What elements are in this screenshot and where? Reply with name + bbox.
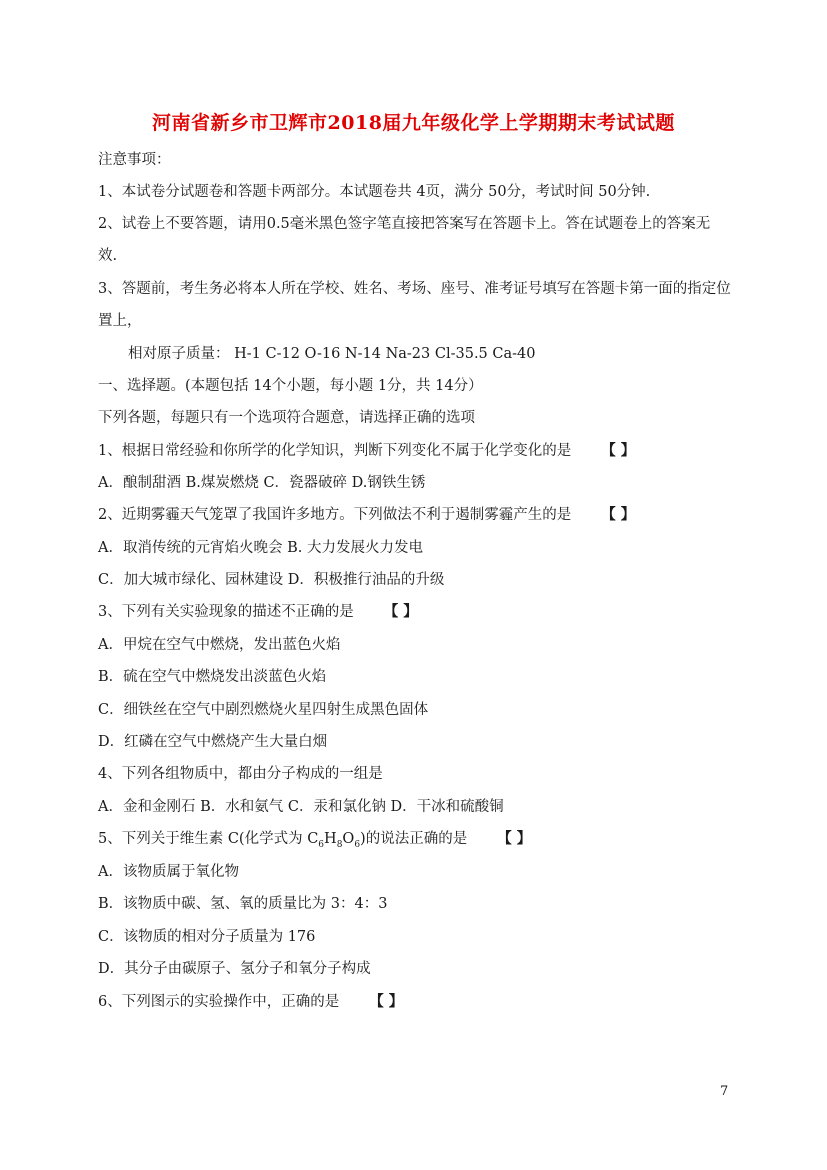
question-5-option-c: C．该物质的相对分子质量为 176 xyxy=(98,929,316,945)
answer-bracket-q1: 【 】 xyxy=(601,442,636,459)
question-3-option-a: A．甲烷在空气中燃烧，发出蓝色火焰 xyxy=(98,637,341,653)
question-2-text: 2、近期雾霾天气笼罩了我国许多地方。下列做法不利于遏制雾霾产生的是 xyxy=(98,507,572,523)
question-4-stem: 4、下列各组物质中，都由分子构成的一组是 xyxy=(98,766,383,782)
question-1-options: A．酿制甜酒 B.煤炭燃烧 C．瓷器破碎 D.钢铁生锈 xyxy=(98,475,426,491)
answer-bracket-q2: 【 】 xyxy=(601,506,636,523)
question-2-options-line-2: C．加大城市绿化、园林建设 D．积极推行油品的升级 xyxy=(98,572,445,588)
notice-item-2-line-1: 2、试卷上不要答题，请用0.5毫米黑色签字笔直接把答案写在答题卡上。答在试题卷上的答案无 xyxy=(98,216,711,232)
question-5-option-d: D．其分子由碳原子、氢分子和氧分子构成 xyxy=(98,961,371,977)
question-3-stem xyxy=(98,602,418,622)
question-5-option-b: B．该物质中碳、氢、氧的质量比为 3：4：3 xyxy=(98,896,388,912)
notice-heading: 注意事项： xyxy=(98,152,171,168)
section-1-heading: 一、选择题。(本题包括 14个小题，每小题 1分，共 14分） xyxy=(98,378,483,394)
answer-bracket-q6: 【 】 xyxy=(369,993,404,1010)
question-1-text: 1、根据日常经验和你所学的化学知识，判断下列变化不属于化学变化的是 xyxy=(98,443,572,459)
page-title: 河南省新乡市卫辉市2018届九年级化学上学期期末考试试题 xyxy=(152,112,675,134)
question-2-options-line-1: A．取消传统的元宵焰火晚会 B. 大力发展火力发电 xyxy=(98,540,423,556)
answer-bracket-q5: 【 】 xyxy=(497,830,532,847)
formula-o-subscript: 6 xyxy=(354,839,361,850)
question-4-options: A．金和金刚石 B．水和氨气 C．汞和氯化钠 D．干冰和硫酸铜 xyxy=(98,799,504,815)
question-1-stem xyxy=(98,441,635,461)
question-6-stem xyxy=(98,992,403,1012)
question-3-text: 3、下列有关实验现象的描述不正确的是 xyxy=(98,604,354,620)
question-3-option-d: D．红磷在空气中燃烧产生大量白烟 xyxy=(98,734,328,750)
notice-item-2-line-2: 效. xyxy=(98,248,118,264)
formula-h: H xyxy=(324,831,337,847)
question-6-text: 6、下列图示的实验操作中，正确的是 xyxy=(98,994,340,1010)
answer-bracket-q3: 【 】 xyxy=(383,603,418,620)
formula-c-subscript: 6 xyxy=(318,839,325,850)
section-1-instruction: 下列各题，每题只有一个选项符合题意，请选择正确的选项 xyxy=(98,410,475,426)
notice-item-1: 1、本试卷分试题卷和答题卡两部分。本试题卷共 4页，满分 50分，考试时间 50分钟. xyxy=(98,184,651,200)
question-5-text-suffix: )的说法正确的是 xyxy=(360,831,468,847)
notice-item-3-line-2: 置上， xyxy=(98,313,142,329)
formula-h-subscript: 8 xyxy=(336,839,343,850)
question-2-stem xyxy=(98,505,635,525)
formula-o: O xyxy=(342,831,355,847)
question-5-option-a: A．该物质属于氧化物 xyxy=(98,864,239,880)
page-number: 7 xyxy=(720,1084,729,1099)
question-5-stem xyxy=(98,829,531,855)
question-5-text-prefix: 5、下列关于维生素 C(化学式为 C xyxy=(98,831,319,847)
atomic-mass-line: 相对原子质量： H-1 C-12 O-16 N-14 Na-23 Cl-35.5 Ca-40 xyxy=(128,346,536,362)
notice-item-3-line-1: 3、答题前，考生务必将本人所在学校、姓名、考场、座号、准考证号填写在答题卡第一面的指定位 xyxy=(98,281,731,297)
question-3-option-b: B．硫在空气中燃烧发出淡蓝色火焰 xyxy=(98,669,327,685)
question-3-option-c: C．细铁丝在空气中剧烈燃烧火星四射生成黑色固体 xyxy=(98,702,429,718)
